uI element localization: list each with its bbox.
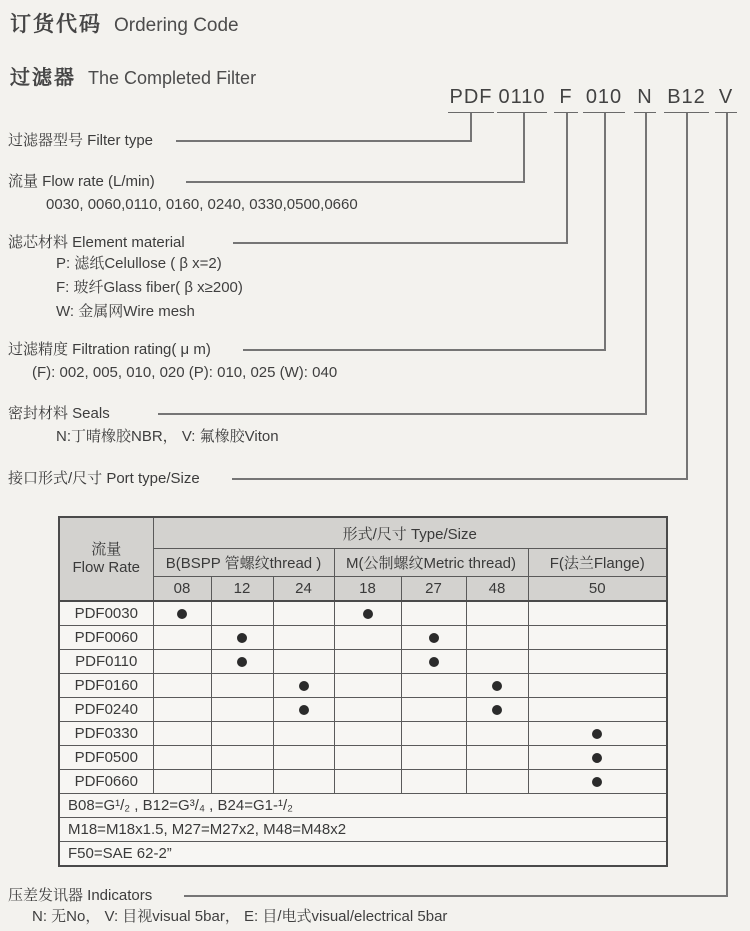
empty-cell [273,770,334,794]
filtration-rating-values: (F): 002, 005, 010, 020 (P): 010, 025 (W): 040 [32,364,338,381]
empty-cell [273,650,334,674]
availability-dot [429,657,439,667]
group-header-flange: F(法兰Flange) [528,549,667,577]
availability-cell [466,674,528,698]
connector-vline-element [566,113,568,244]
availability-dot [177,609,187,619]
group-header-metric: M(公制螺纹Metric thread) [334,549,528,577]
model-name: PDF0060 [59,626,153,650]
model-name: PDF0660 [59,770,153,794]
empty-cell [153,650,211,674]
empty-cell [153,770,211,794]
empty-cell [211,770,273,794]
filter-type-label: 过滤器型号 Filter type [8,132,154,149]
table-row [59,698,667,722]
empty-cell [528,650,667,674]
availability-dot [492,705,502,715]
connector-hline-port [232,478,687,480]
availability-dot [429,633,439,643]
availability-dot [299,705,309,715]
connector-hline-indicator [184,895,727,897]
connector-vline-rating [604,113,606,351]
port-size-table [58,516,668,867]
empty-cell [334,698,401,722]
availability-dot [299,681,309,691]
model-name: PDF0160 [59,674,153,698]
element-material-option-f: F: 玻纤Glass fiber( β x≥200) [56,279,243,296]
flow-rate-label: 流量 Flow rate (L/min) [8,173,155,190]
table-row [59,746,667,770]
empty-cell [211,722,273,746]
availability-dot [592,753,602,763]
empty-cell [273,722,334,746]
availability-cell [528,770,667,794]
empty-cell [466,746,528,770]
table-row [59,650,667,674]
availability-dot [237,657,247,667]
size-header-12: 12 [211,577,273,602]
empty-cell [273,626,334,650]
empty-cell [153,674,211,698]
size-header-48: 48 [466,577,528,602]
empty-cell [466,601,528,626]
flow-rate-header [59,517,153,601]
indicators-label: 压差发讯器 Indicators [8,887,153,904]
empty-cell [273,601,334,626]
empty-cell [528,674,667,698]
model-name: PDF0110 [59,650,153,674]
element-material-option-w: W: 金属网Wire mesh [56,303,195,320]
code-segment-indicator: V [715,86,737,113]
empty-cell [334,746,401,770]
empty-cell [466,722,528,746]
connector-vline-flow-rate [523,113,525,183]
availability-cell [334,601,401,626]
indicators-values: N: 无No， V: 目视visual 5bar， E: 目/电式visual/electrical 5bar [32,908,448,925]
section-title-english: The Completed Filter [88,68,257,88]
availability-cell [153,601,211,626]
empty-cell [334,722,401,746]
element-material-option-p: P: 滤纸Celullose ( β x=2) [56,255,222,272]
availability-cell [211,650,273,674]
availability-dot [592,777,602,787]
page-title-english: Ordering Code [114,15,239,36]
empty-cell [334,674,401,698]
connector-vline-port [686,113,688,480]
table-row [59,626,667,650]
availability-dot [592,729,602,739]
availability-cell [528,722,667,746]
model-name: PDF0500 [59,746,153,770]
matrix-body [59,601,667,794]
seals-values: N:丁晴橡胶NBR， V: 氟橡胶Viton [56,428,279,445]
note-flange: F50=SAE 62-2” [59,842,667,867]
code-segment-port: B12 [664,86,709,113]
code-segment-seal: N [634,86,656,113]
size-header-24: 24 [273,577,334,602]
element-material-label: 滤芯材料 Element material [8,234,185,251]
empty-cell [153,746,211,770]
model-name: PDF0240 [59,698,153,722]
empty-cell [334,626,401,650]
size-header-08: 08 [153,577,211,602]
empty-cell [401,698,466,722]
empty-cell [334,650,401,674]
port-type-label: 接口形式/尺寸 Port type/Size [8,470,200,487]
empty-cell [211,698,273,722]
empty-cell [401,746,466,770]
note-metric-threads: M18=M18x1.5, M27=M27x2, M48=M48x2 [59,818,667,842]
code-segment-series: PDF [448,86,494,113]
model-name: PDF0330 [59,722,153,746]
empty-cell [211,746,273,770]
connector-hline-seals [158,413,646,415]
availability-dot [363,609,373,619]
empty-cell [153,626,211,650]
empty-cell [466,770,528,794]
empty-cell [466,650,528,674]
availability-cell [466,698,528,722]
availability-dot [237,633,247,643]
availability-cell [273,698,334,722]
size-header-27: 27 [401,577,466,602]
flow-rate-header-chinese: 流量 [91,541,122,558]
connector-hline-filter-type [176,140,471,142]
connector-hline-element [233,242,567,244]
availability-cell [401,626,466,650]
empty-cell [401,722,466,746]
empty-cell [528,601,667,626]
flow-rate-header-english: Flow Rate [72,559,141,576]
empty-cell [273,746,334,770]
group-header-bspp: B(BSPP 管螺纹thread ) [153,549,334,577]
connector-hline-rating [243,349,605,351]
filtration-rating-label: 过滤精度 Filtration rating( μ m) [8,341,211,358]
size-header-18: 18 [334,577,401,602]
table-header [59,517,667,601]
section-title [10,61,256,90]
empty-cell [211,601,273,626]
model-name: PDF0030 [59,601,153,626]
empty-cell [153,722,211,746]
table-row [59,722,667,746]
empty-cell [401,674,466,698]
table-row [59,601,667,626]
code-segment-rating: 010 [583,86,625,113]
table-row [59,770,667,794]
empty-cell [153,698,211,722]
table-notes [59,794,667,867]
connector-vline-seals [645,113,647,415]
empty-cell [466,626,528,650]
availability-cell [528,746,667,770]
flow-rate-values: 0030, 0060,0110, 0160, 0240, 0330,0500,0660 [46,196,358,213]
empty-cell [211,674,273,698]
empty-cell [401,601,466,626]
availability-cell [273,674,334,698]
seals-label: 密封材料 Seals [8,405,110,422]
connector-vline-filter-type [470,113,472,142]
empty-cell [528,626,667,650]
availability-dot [492,681,502,691]
table-row [59,674,667,698]
connector-vline-indicator [726,113,728,897]
empty-cell [528,698,667,722]
connector-hline-flow-rate [186,181,524,183]
size-header-50: 50 [528,577,667,602]
page-title-chinese: 订货代码 [10,13,102,36]
code-segment-element: F [554,86,578,113]
empty-cell [334,770,401,794]
note-bspp-threads: B08=G¹/₂ , B12=G³/₄ , B24=G1-¹/₂ [59,794,667,818]
empty-cell [401,770,466,794]
page-title [10,8,239,38]
section-title-chinese: 过滤器 [10,67,76,89]
availability-cell [211,626,273,650]
type-size-header: 形式/尺寸 Type/Size [153,517,667,549]
availability-cell [401,650,466,674]
code-segment-flow: 0110 [497,86,547,113]
